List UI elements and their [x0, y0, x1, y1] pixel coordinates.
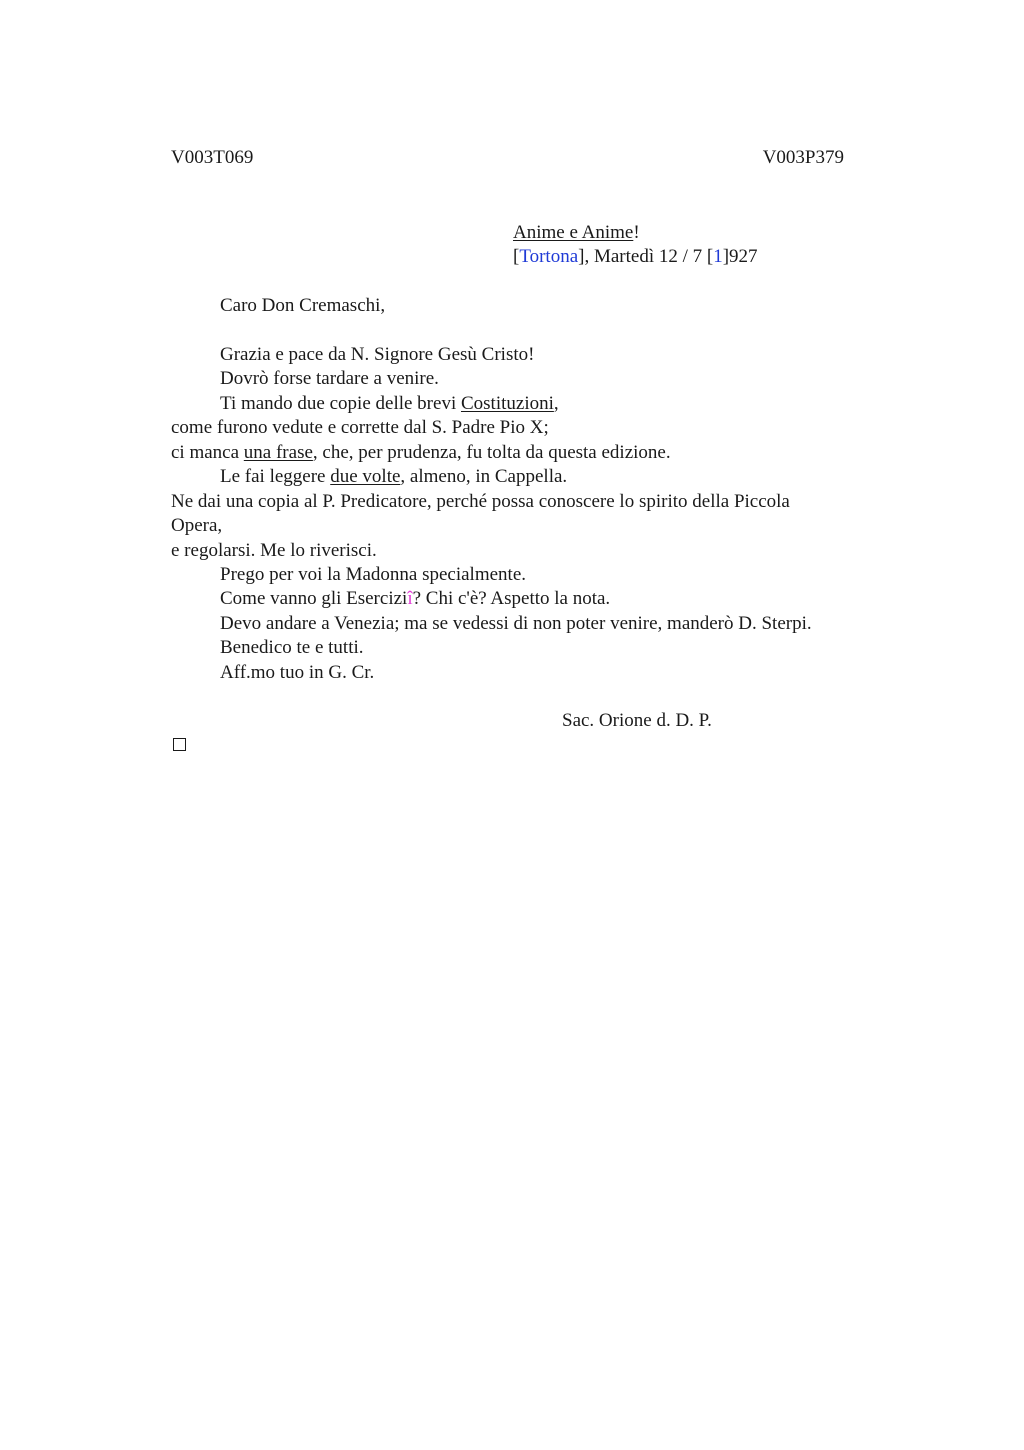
letter-title-suffix: ! [633, 222, 640, 243]
body-line: Ti mando due copie delle brevi Costituzioni, [220, 393, 559, 414]
year-digit: 1 [713, 246, 723, 267]
body-line: come furono vedute e corrette dal S. Padre Pio X; [171, 417, 549, 438]
document-code-right: V003P379 [762, 147, 844, 168]
body-line: Benedico te e tutti. [220, 637, 364, 658]
body-line: ci manca una frase, che, per prudenza, fu tolta da questa edizione. [171, 442, 671, 463]
document-code-left: V003T069 [171, 147, 254, 168]
body-line: e regolarsi. Me lo riverisci. [171, 540, 377, 561]
body-line: Ne dai una copia al P. Predicatore, perché possa conoscere lo spirito della Piccola [171, 491, 790, 512]
body-line: Aff.mo tuo in G. Cr. [220, 662, 375, 683]
body-line: Le fai leggere due volte, almeno, in Cappella. [220, 466, 568, 487]
signature: Sac. Orione d. D. P. [562, 710, 712, 731]
letter-dateline: [Tortona], Martedì 12 / 7 [1]927 [513, 246, 758, 267]
editorial-mark: î [407, 588, 413, 609]
letter-title [513, 221, 640, 245]
underlined-phrase: una frase [243, 442, 313, 463]
body-line: Prego per voi la Madonna specialmente. [220, 564, 527, 585]
letter-title-underlined: Anime e Anime [513, 222, 634, 243]
underlined-phrase: due volte [330, 466, 401, 487]
underlined-word: Costituzioni [460, 393, 554, 414]
body-line: Dovrò forse tardare a venire. [220, 368, 439, 389]
salutation: Caro Don Cremaschi, [220, 295, 386, 316]
body-line: Opera, [171, 515, 223, 536]
body-line: Come vanno gli Eserciziî? Chi c'è? Aspetto la nota. [220, 588, 611, 609]
place-name: Tortona [519, 246, 579, 267]
body-line: Grazia e pace da N. Signore Gesù Cristo! [220, 344, 535, 365]
end-marker-box-icon [173, 738, 186, 751]
body-line: Devo andare a Venezia; ma se vedessi di non poter venire, manderò D. Sterpi. [220, 613, 812, 634]
